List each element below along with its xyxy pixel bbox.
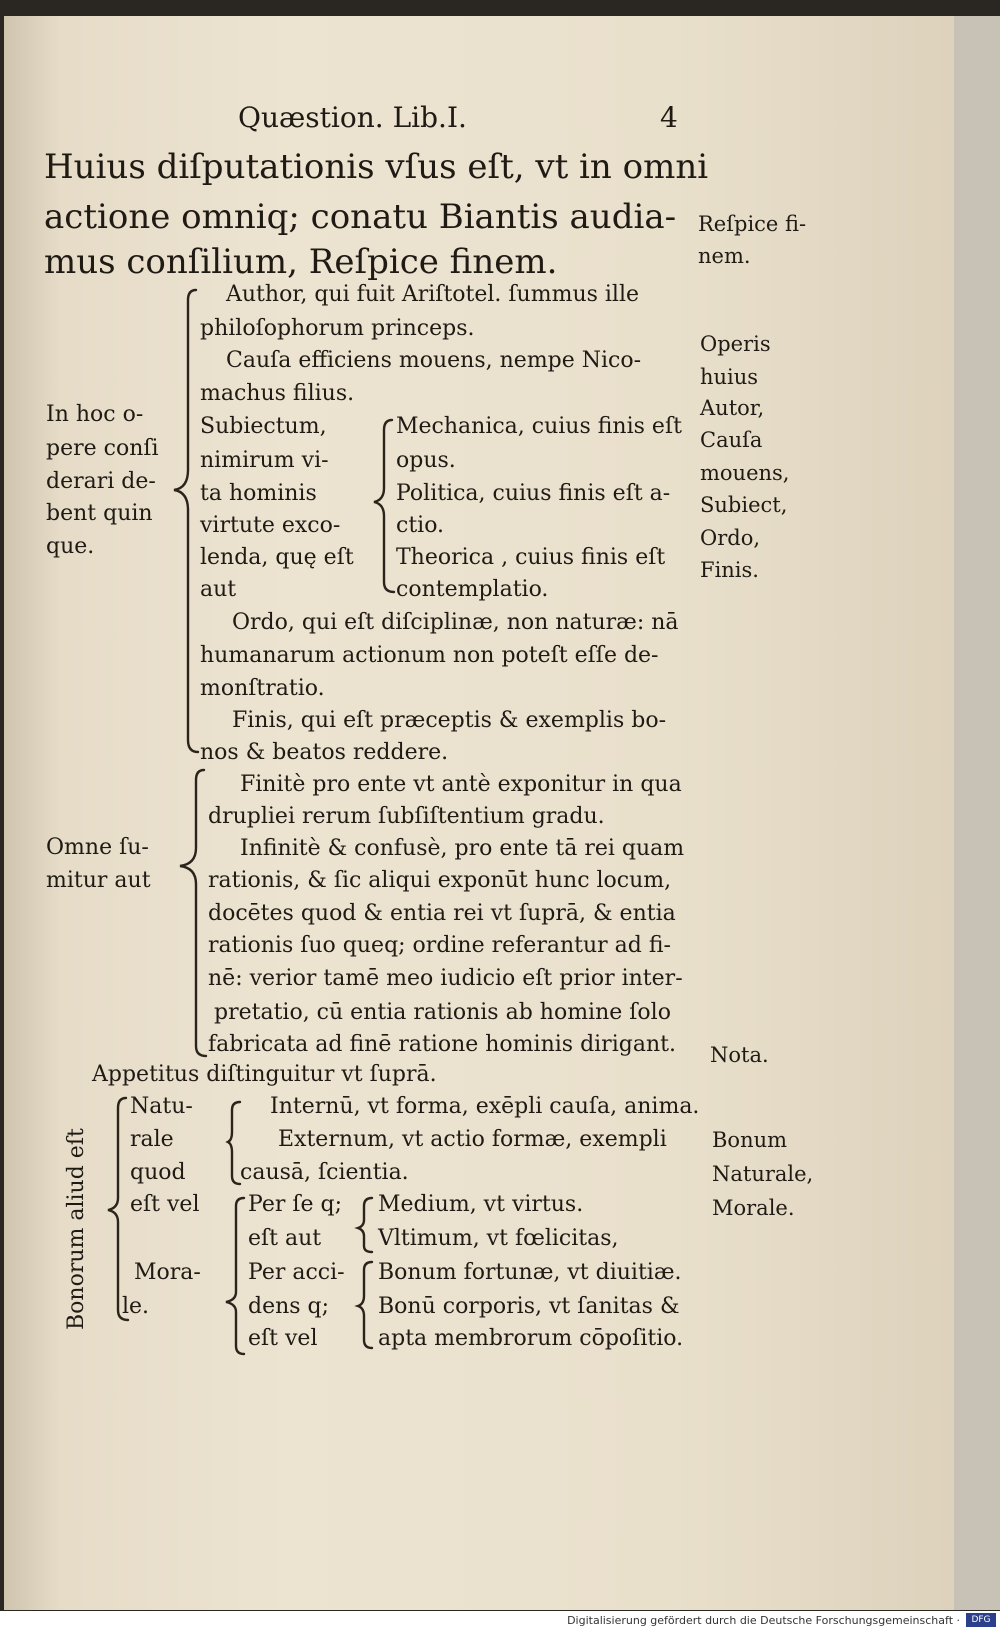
s1-after-5: nos & beatos reddere. xyxy=(200,740,449,765)
s3-peracc-item-2: Bonū corporis, vt ſanitas & xyxy=(378,1294,680,1319)
s1-label-5: que. xyxy=(46,534,95,559)
intro-line-1: Huius diſputationis vſus eſt, vt in omni xyxy=(44,147,709,187)
s1-type-1: Mechanica, cuius finis eſt xyxy=(396,414,682,439)
margin-note-bonum-1: Bonum xyxy=(712,1128,788,1152)
s2-line-7: nē: verior tamē meo iudicio eſt prior inter- xyxy=(208,966,683,991)
s1-type-5: Theorica , cuius finis eſt xyxy=(396,545,666,570)
margin-note-operis-3: Autor, xyxy=(700,396,765,420)
bracket-section2 xyxy=(180,770,206,1056)
bracket-subject-types xyxy=(374,420,394,592)
s3-perse-1: Per ſe q; xyxy=(248,1192,342,1217)
running-title: Quæstion. Lib.I. xyxy=(238,101,467,134)
bracket-perse xyxy=(358,1198,372,1252)
s2-label-2: mitur aut xyxy=(46,868,151,893)
s2-line-2: drupliei rerum ſubſiſtentium gradu. xyxy=(208,804,605,829)
bracket-naturale xyxy=(228,1102,240,1184)
s2-line-6: rationis ſuo queq; ordine referantur ad fi- xyxy=(208,933,671,958)
s2-line-1: Finitè pro ente vt antè exponitur in qua xyxy=(240,772,682,797)
s3-peracc-1: Per acci- xyxy=(248,1260,345,1285)
digitization-footer xyxy=(0,1611,1000,1631)
margin-note-respice-2: nem. xyxy=(698,244,751,268)
s1-subject-3: ta hominis xyxy=(200,481,317,506)
appetitus-line: Appetitus diſtinguitur vt ſuprā. xyxy=(92,1062,437,1087)
s1-type-6: contemplatio. xyxy=(396,577,549,602)
bracket-section1 xyxy=(174,290,198,752)
margin-note-operis-2: huius xyxy=(700,365,759,389)
s2-line-3: Infinitè & confusè, pro ente tā rei quam xyxy=(240,836,685,861)
dfg-logo: DFG xyxy=(966,1613,996,1627)
s1-after-3: monſtratio. xyxy=(200,676,325,701)
s2-label-1: Omne ſu- xyxy=(46,835,149,860)
s1-type-3: Politica, cuius finis eſt a- xyxy=(396,481,671,506)
s1-label-3: derari de- xyxy=(46,469,156,494)
s1-item-4: machus filius. xyxy=(200,381,355,406)
s1-subject-1: Subiectum, xyxy=(200,414,327,439)
s3-natitem-2: Externum, vt actio formæ, exempli xyxy=(278,1127,667,1152)
s3-naturale-3: quod xyxy=(130,1160,186,1185)
s3-perse-item-1: Medium, vt virtus. xyxy=(378,1192,584,1217)
s1-item-1: Author, qui fuit Ariſtotel. ſummus ille xyxy=(226,282,640,307)
s1-subject-6: aut xyxy=(200,577,237,602)
s3-peracc-item-3: apta membrorum cōpoſitio. xyxy=(378,1326,684,1351)
s2-line-8: pretatio, cū entia rationis ab homine ſolo xyxy=(214,1000,671,1025)
s1-subject-2: nimirum vi- xyxy=(200,448,329,473)
intro-line-3: mus conſilium, Reſpice finem. xyxy=(44,242,558,282)
s1-subject-4: virtute exco- xyxy=(200,513,341,538)
s1-item-2: philoſophorum princeps. xyxy=(200,316,475,341)
s1-after-2: humanarum actionum non poteſt eſſe de- xyxy=(200,643,659,668)
s1-label-1: In hoc o- xyxy=(46,402,144,427)
s3-morale-1: Mora- xyxy=(134,1260,201,1285)
s3-naturale-2: rale xyxy=(130,1127,174,1152)
s3-naturale-4: eſt vel xyxy=(130,1192,200,1217)
footer-credit: Digitalisierung gefördert durch die Deutsche Forschungsgemeinschaft · xyxy=(567,1614,960,1627)
s1-subject-5: lenda, quę eſt xyxy=(200,545,354,570)
s1-item-3: Cauſa efficiens mouens, nempe Nico- xyxy=(226,348,642,373)
margin-note-respice-1: Reſpice fi- xyxy=(698,212,807,236)
s3-natitem-1: Internū, vt forma, exēpli cauſa, anima. xyxy=(270,1094,700,1119)
s3-morale-2: le. xyxy=(122,1294,150,1319)
s1-label-4: bent quin xyxy=(46,501,153,526)
s3-naturale-1: Natu- xyxy=(130,1094,193,1119)
s3-peracc-2: dens q; xyxy=(248,1294,330,1319)
bracket-section3 xyxy=(108,1098,128,1320)
margin-note-operis-7: Ordo, xyxy=(700,526,761,550)
bracket-morale xyxy=(226,1198,244,1354)
margin-note-nota: Nota. xyxy=(710,1043,769,1067)
margin-note-operis-5: mouens, xyxy=(700,461,790,485)
s1-type-2: opus. xyxy=(396,448,456,473)
intro-line-2: actione omniq; conatu Biantis audia- xyxy=(44,197,677,237)
s2-line-9: fabricata ad finē ratione hominis dirigant. xyxy=(208,1032,676,1057)
page-number: 4 xyxy=(660,101,678,134)
margin-note-operis-4: Cauſa xyxy=(700,428,763,452)
s2-line-4: rationis, & ſic aliqui exponūt hunc locum, xyxy=(208,868,672,893)
bracket-peraccidens xyxy=(358,1262,372,1348)
s3-perse-2: eſt aut xyxy=(248,1226,322,1251)
margin-note-bonum-3: Morale. xyxy=(712,1196,795,1220)
margin-note-operis-6: Subiect, xyxy=(700,493,788,517)
margin-note-bonum-2: Naturale, xyxy=(712,1162,814,1186)
s2-line-5: docētes quod & entia rei vt ſuprā, & entia xyxy=(208,901,676,926)
s3-peracc-3: eſt vel xyxy=(248,1326,318,1351)
s1-label-2: pere conſi xyxy=(46,436,159,461)
s3-peracc-item-1: Bonum fortunæ, vt diuitiæ. xyxy=(378,1260,682,1285)
s3-perse-item-2: Vltimum, vt fœlicitas, xyxy=(378,1226,619,1251)
margin-note-operis-1: Operis xyxy=(700,332,771,356)
s3-vertical-label: Bonorum aliud eſt xyxy=(64,1128,89,1330)
s1-after-4: Finis, qui eſt præceptis & exemplis bo- xyxy=(232,708,667,733)
s1-after-1: Ordo, qui eſt diſciplinæ, non naturæ: nā xyxy=(232,610,679,635)
s3-natitem-3: causā, ſcientia. xyxy=(240,1160,409,1185)
s1-type-4: ctio. xyxy=(396,513,445,538)
margin-note-operis-8: Finis. xyxy=(700,558,759,582)
